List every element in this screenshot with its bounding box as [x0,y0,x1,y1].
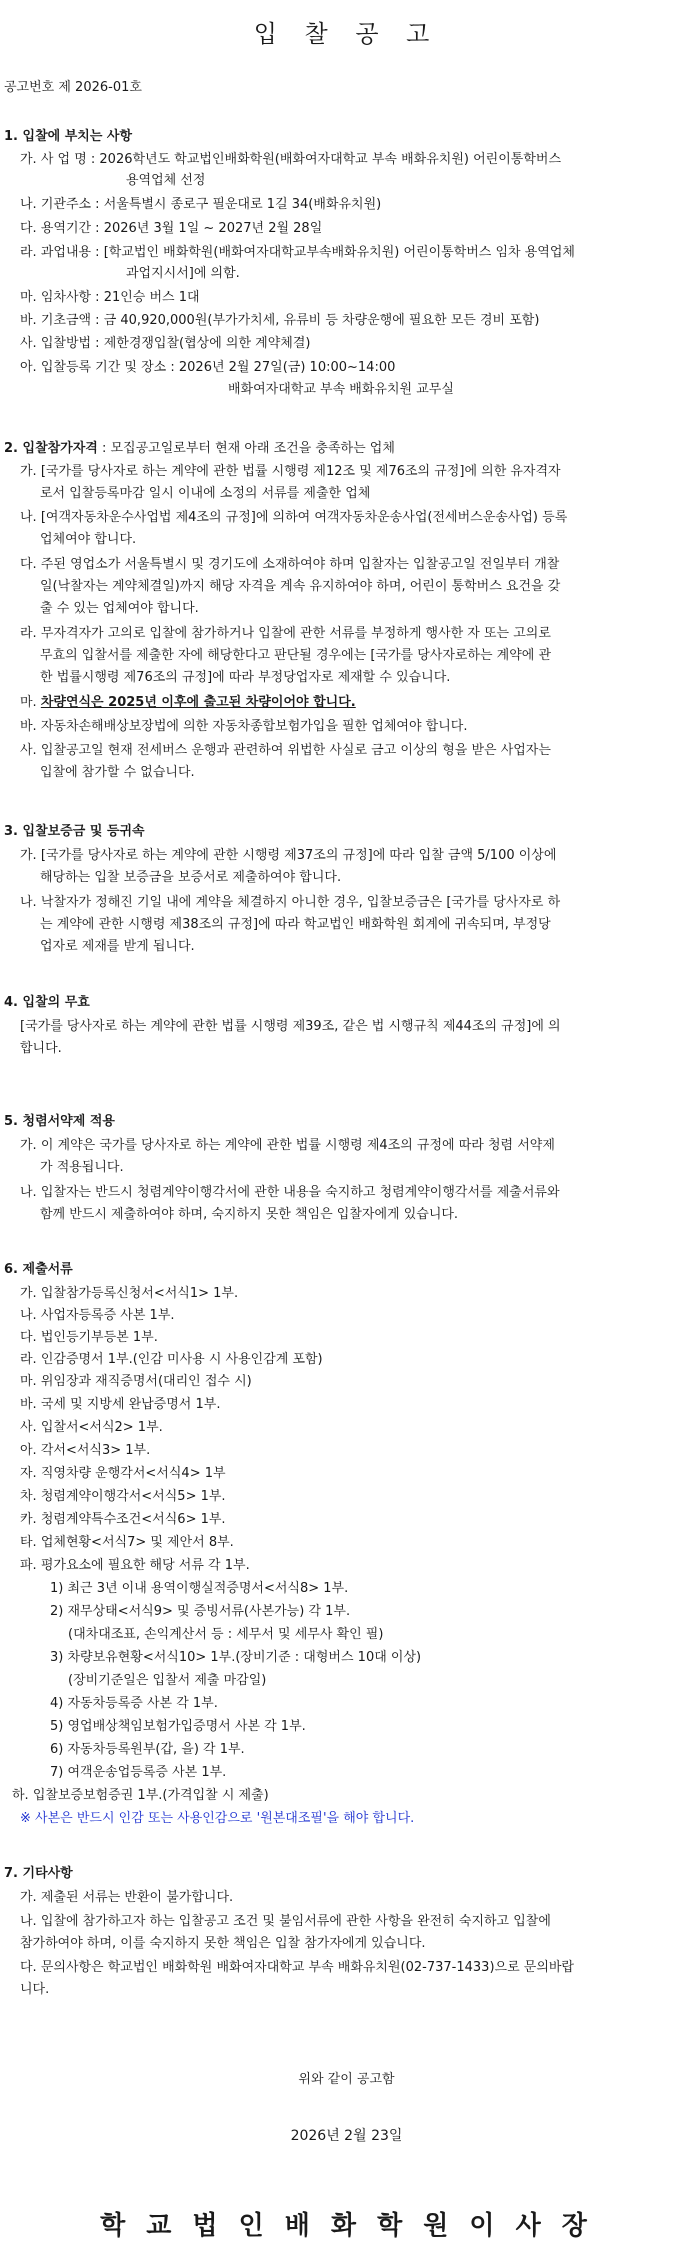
doc-sub-item: 3) 차량보유현황<서식10> 1부.(장비기준 : 대형버스 10대 이상) [50,1650,422,1665]
s2-item: 라. 무자격자가 고의로 입찰에 참가하거나 입찰에 관한 서류를 부정하게 행사한 자 또는 고의로 [20,626,551,641]
s7-item-cont: 참가하여야 하며, 이를 숙지하지 못한 책임은 입찰 참가자에게 있습니다. [20,1936,426,1951]
s7-item: 다. 문의사항은 학교법인 배화학원 배화여자대학교 부속 배화유치원(02-737-1433)으로 문의바랍 [20,1960,574,1975]
s1-item: 바. 기초금액 : 금 40,920,000원(부가가치세, 유류비 등 차량운행에 필요한 모든 경비 포함) [20,313,540,328]
section-2-heading [4,437,395,456]
s5-item: 나. 입찰자는 반드시 청렴계약이행각서에 관한 내용을 숙지하고 청렴계약이행각서를 제출서류와 [20,1185,560,1200]
s5-item-cont: 함께 반드시 제출하여야 하며, 숙지하지 못한 책임은 입찰자에게 있습니다. [40,1207,459,1222]
s4-text-cont: 합니다. [20,1041,62,1056]
s3-item-cont: 업자로 제재를 받게 됩니다. [40,939,195,954]
doc-list-item: 가. 입찰참가등록신청서<서식1> 1부. [20,1286,239,1301]
section-1-heading: 1. 입찰에 부치는 사항 [4,129,133,144]
s2-item-cont: 일(낙찰자는 계약체결일)까지 해당 자격을 계속 유지하여야 하며, 어린이 통학버스 요건을 갖 [40,579,561,594]
notice-number: 공고번호 제 2026-01호 [4,80,142,95]
s1-item: 나. 기관주소 : 서울특별시 종로구 필운대로 1길 34(배화유치원) [20,197,382,212]
doc-sub-item: 4) 자동차등록증 사본 각 1부. [50,1696,218,1711]
doc-list-item: 타. 업체현황<서식7> 및 제안서 8부. [20,1535,234,1550]
doc-list-item: 카. 청렴계약특수조건<서식6> 1부. [20,1512,226,1527]
s1-item-cont: 용역업체 선정 [126,173,206,188]
s1-item-cont: 과업지시서]에 의함. [126,266,240,281]
doc-sub-item-note: (대차대조표, 손익계산서 등 : 세무서 및 세무사 확인 필) [68,1627,384,1642]
vehicle-year-requirement: 차량연식은 2025년 이후에 출고된 차량이어야 합니다. [40,695,356,710]
doc-sub-item-note: (장비기준일은 입찰서 제출 마감일) [68,1673,267,1688]
closing-statement: 위와 같이 공고함 [298,2072,395,2087]
s1-item-cont: 배화여자대학교 부속 배화유치원 교무실 [228,382,454,397]
s5-item: 가. 이 계약은 국가를 당사자로 하는 계약에 관한 법률 시행령 제4조의 규정에 따라 청렴 서약제 [20,1138,555,1153]
s2-item-prefix: 마. [20,695,41,710]
s1-item: 다. 용역기간 : 2026년 3월 1일 ~ 2027년 2월 28일 [20,221,323,236]
section-3-heading: 3. 입찰보증금 및 등귀속 [4,824,145,839]
section-2-subtitle: : 모집공고일로부터 현재 아래 조건을 충족하는 업체 [97,441,395,456]
s2-item: 나. [여객자동차운수사업법 제4조의 규정]에 의하여 여객자동차운송사업(전세버스운송사업) 등록 [20,510,568,525]
s1-item: 가. 사 업 명 : 2026학년도 학교법인배화학원(배화여자대학교 부속 배화유치원) 어린이통학버스 [20,152,562,167]
doc-list-item: 사. 입찰서<서식2> 1부. [20,1420,163,1435]
s1-item: 사. 입찰방법 : 제한경쟁입찰(협상에 의한 계약체결) [20,336,311,351]
section-4-heading: 4. 입찰의 무효 [4,995,90,1010]
doc-sub-item: 1) 최근 3년 이내 용역이행실적증명서<서식8> 1부. [50,1581,349,1596]
s2-item-cont: 업체여야 합니다. [40,532,137,547]
section-5-heading: 5. 청렴서약제 적용 [4,1114,115,1129]
s1-item: 라. 과업내용 : [학교법인 배화학원(배화여자대학교부속배화유치원) 어린이통학버스 임차 용역업체 [20,245,575,260]
doc-sub-item: 7) 여객운송업등록증 사본 1부. [50,1765,227,1780]
s2-item-cont: 출 수 있는 업체여야 합니다. [40,601,199,616]
document-title: 입 찰 공 고 [253,20,440,48]
s2-item-vehicle-year [20,691,356,710]
doc-sub-item: 6) 자동차등록원부(갑, 을) 각 1부. [50,1742,245,1757]
s2-item-cont: 한 법률시행령 제76조의 규정]에 따라 부정당업자로 제재할 수 있습니다. [40,670,451,685]
issuer-signature: 학 교 법 인 배 화 학 원 이 사 장 [100,2211,593,2241]
s1-item: 아. 입찰등록 기간 및 장소 : 2026년 2월 27일(금) 10:00~14:00 [20,360,396,375]
doc-list-item: 자. 직영차량 운행각서<서식4> 1부 [20,1466,226,1481]
doc-sub-item: 5) 영업배상책임보험가입증명서 사본 각 1부. [50,1719,306,1734]
doc-list-item: 차. 청렴계약이행각서<서식5> 1부. [20,1489,226,1504]
doc-sub-item: 2) 재무상태<서식9> 및 증빙서류(사본가능) 각 1부. [50,1604,351,1619]
s7-item-cont: 니다. [20,1982,50,1997]
doc-list-item: 바. 국세 및 지방세 완납증명서 1부. [20,1397,221,1412]
s2-item: 바. 자동차손해배상보장법에 의한 자동차종합보험가입을 필한 업체여야 합니다. [20,719,468,734]
s7-item: 가. 제출된 서류는 반환이 불가합니다. [20,1890,234,1905]
s2-item-cont: 무효의 입찰서를 제출한 자에 해당한다고 판단될 경우에는 [국가를 당사자로하는 계약에 관 [40,648,552,663]
doc-list-item: 마. 위임장과 재직증명서(대리인 접수 시) [20,1374,252,1389]
doc-list-item: 나. 사업자등록증 사본 1부. [20,1308,175,1323]
s3-item: 가. [국가를 당사자로 하는 계약에 관한 시행령 제37조의 규정]에 따라 입찰 금액 5/100 이상에 [20,848,557,863]
s3-item-cont: 는 계약에 관한 시행령 제38조의 규정]에 따라 학교법인 배화학원 회계에 귀속되며, 부정당 [40,917,551,932]
s5-item-cont: 가 적용됩니다. [40,1160,124,1175]
s1-item: 마. 임차사항 : 21인승 버스 1대 [20,290,200,305]
s2-item-cont: 입찰에 참가할 수 없습니다. [40,765,195,780]
section-6-heading: 6. 제출서류 [4,1262,73,1277]
s7-item: 나. 입찰에 참가하고자 하는 입찰공고 조건 및 불임서류에 관한 사항을 완전히 숙지하고 입찰에 [20,1914,551,1929]
doc-list-item: 하. 입찰보증보험증권 1부.(가격입찰 시 제출) [12,1788,269,1803]
s4-text: [국가를 당사자로 하는 계약에 관한 법률 시행령 제39조, 같은 법 시행규칙 제44조의 규정]에 의 [20,1019,561,1034]
doc-list-item: 다. 법인등기부등본 1부. [20,1330,158,1345]
s2-item: 다. 주된 영업소가 서울특별시 및 경기도에 소재하여야 하며 입찰자는 입찰공고일 전일부터 개찰 [20,557,560,572]
s2-item-cont: 로서 입찰등록마감 일시 이내에 소정의 서류를 제출한 업체 [40,486,371,501]
s3-item: 나. 낙찰자가 정해진 기일 내에 계약을 체결하지 아니한 경우, 입찰보증금은 [국가를 당사자로 하 [20,895,561,910]
s2-item: 가. [국가를 당사자로 하는 계약에 관한 법률 시행령 제12조 및 제76조의 규정]에 의한 유자격자 [20,464,561,479]
doc-list-item: 아. 각서<서식3> 1부. [20,1443,151,1458]
s2-item: 사. 입찰공고일 현재 전세버스 운행과 관련하여 위법한 사실로 금고 이상의 형을 받은 사업자는 [20,743,551,758]
doc-list-item: 라. 인감증명서 1부.(인감 미사용 시 사용인감계 포함) [20,1352,323,1367]
notice-date: 2026년 2월 23일 [290,2128,403,2144]
s3-item-cont: 해당하는 입찰 보증금을 보증서로 제출하여야 합니다. [40,870,342,885]
copy-certification-note: ※ 사본은 반드시 인감 또는 사용인감으로 '원본대조필'을 해야 합니다. [20,1811,415,1826]
section-2-title: 2. 입찰참가자격 [4,441,98,456]
section-7-heading: 7. 기타사항 [4,1866,73,1881]
doc-list-item: 파. 평가요소에 필요한 해당 서류 각 1부. [20,1558,250,1573]
